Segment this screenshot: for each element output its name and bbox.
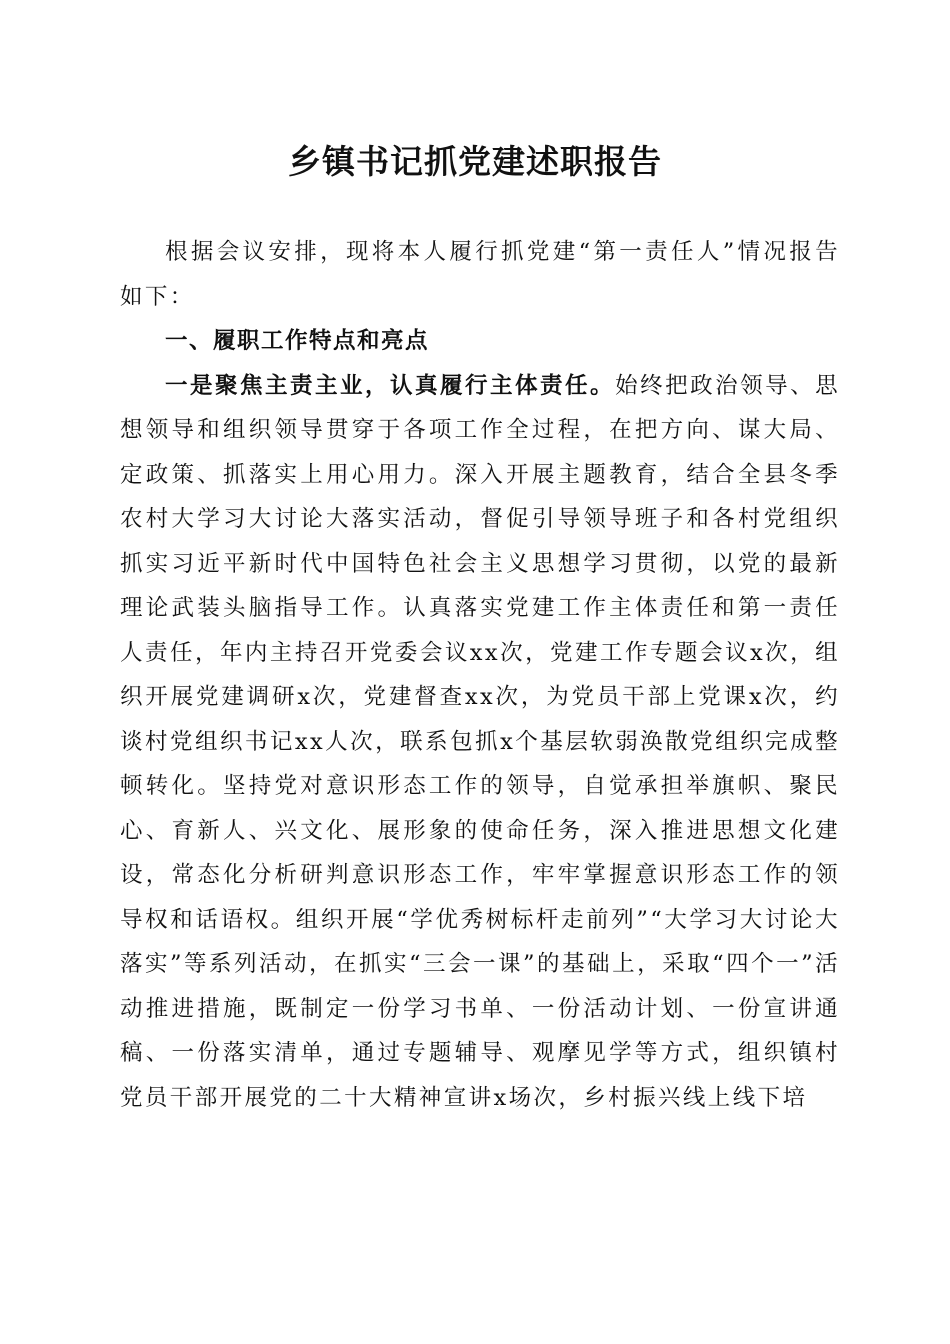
document-body [120, 230, 840, 1120]
section-heading: 一、履职工作特点和亮点 [165, 328, 430, 354]
intro-paragraph: 根据会议安排，现将本人履行抓党建“第一责任人”情况报告如下： [120, 239, 840, 310]
paragraph-lead: 一是聚焦主责主业，认真履行主体责任。 [165, 372, 616, 399]
body-paragraph [120, 364, 840, 1121]
paragraph-body: 始终把政治领导、思想领导和组织领导贯穿于各项工作全过程，在把方向、谋大局、定政策、抓落实上用心用力。深入开展主题教育，结合全县冬季农村大学习大讨论大落实活动，督促引导领导班子和各村党组织抓实习近平新时代中国特色社会主义思想学习贯彻，以党的最新理论武装头脑指导工作。认真落实党建工作主体责任和第一责任人责任，年内主持召开党委会议xx次，党建工作专题会议x次，组织开展党建调研x次，党建督查xx次，为党员干部上党课x次，约谈村党组织书记xx人次，联系包抓x个基层软弱涣散党组织完成整顿转化。坚持党对意识形态工作的领导，自觉承担举旗帜、聚民心、育新人、兴文化、展形象的使命任务，深入推进思想文化建设，常态化分析研判意识形态工作，牢牢掌握意识形态工作的领导权和话语权。组织开展“学优秀树标杆走前列”“大学习大讨论大落实”等系列活动，在抓实“三会一课”的基础上，采取“四个一”活动推进措施，既制定一份学习书单、一份活动计划、一份宣讲通稿、一份落实清单，通过专题辅导、观摩见学等方式，组织镇村党员干部开展党的二十大精神宣讲x场次，乡村振兴线上线下培 [120, 372, 840, 1111]
document-title: 乡镇书记抓党建述职报告 [288, 142, 662, 181]
